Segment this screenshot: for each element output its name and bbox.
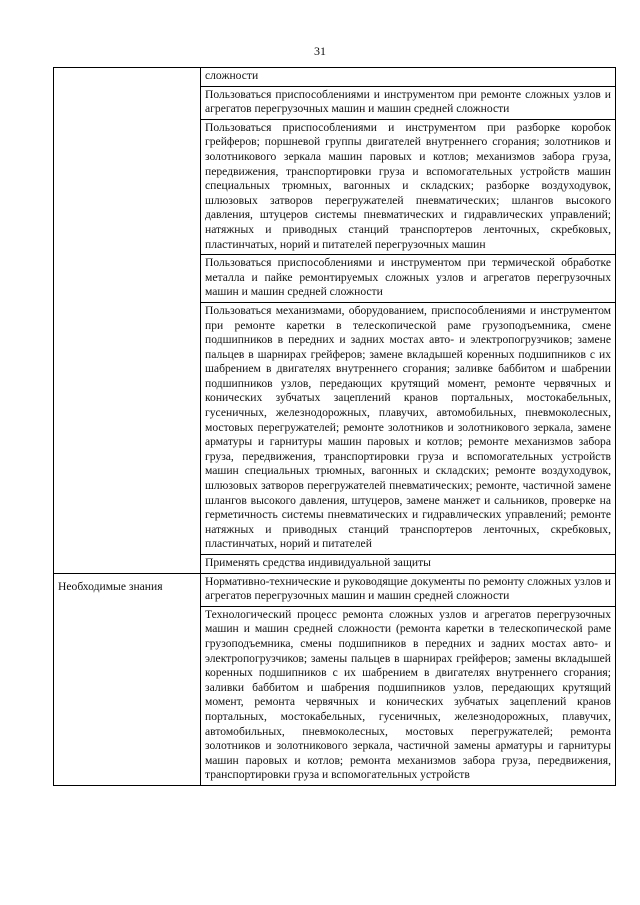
table-row (54, 68, 616, 87)
skill-text: сложности (205, 69, 259, 82)
knowledge-label-cell (54, 573, 201, 785)
skill-row (201, 86, 616, 119)
skill-text: Пользоваться приспособлениями и инструментом при ремонте сложных узлов и агрегатов перегрузочных машин и машин средней сложности (205, 87, 611, 116)
skill-row (201, 255, 616, 303)
table-row (54, 573, 616, 606)
skill-text: Пользоваться механизмами, оборудованием, приспособлениями и инструментом при ремонте каретки в телескопической раме грузоподъемника, смене подшипников в передних и задних мостах авто- и электропогрузчиков; замене пальцев в шарнирах грейферов; замене вкладышей коренных подшипников с их шабрением в двигателях внутреннего сгорания; заливке баббитом и шабрении подшипников узлов, передающих крутящий момент, ремонте червячных и конических зубчатых зацеплений кранов портальных, мостокабельных, гусеничных, железнодорожных, плавучих, автомобильных, пневмоколесных, мостовых перегружателей; ремонте золотников и золотникового зеркала, замене арматуры и гарнитуры машин паровых и котлов; ремонте механизмов забора груза, передвижения, транспортировки груза и вспомогательных устройств машин специальных трюмных, вагонных и складских; ремонте воздуходувок, шлюзовых затворов перегружателей пневматических; ремонте, частичной замене шлангов высокого давления, штуцеров, замене манжет и сальников, проверке на герметичность системы пневматических и гидравлических управлений; ремонте натяжных и приводных станций транспортеров ленточных, скребковых, пластинчатых, норий и питателей (205, 303, 611, 551)
skill-text: Пользоваться приспособлениями и инструментом при термической обработке металла и пайке ремонтируемых сложных узлов и агрегатов перегрузочных машин и машин средней сложности (205, 256, 611, 299)
skill-row (201, 555, 616, 574)
page-number: 31 (314, 44, 326, 58)
skills-label-cell (54, 68, 201, 574)
knowledge-text: Технологический процесс ремонта сложных узлов и агрегатов перегрузочных машин и машин средней сложности (ремонта каретки в телескопической раме грузоподъемника, смены подшипников в передних и задних мостах авто- и электропогрузчиков; замены пальцев в шарнирах грейферов; замены вкладышей коренных подшипников с их шабрением в двигателях внутреннего сгорания; заливки баббитом и шабрения подшипников узлов, передающих крутящий момент, ремонта червячных и конических зубчатых зацеплений кранов портальных, мостокабельных, гусеничных, железнодорожных, плавучих, автомобильных, пневмоколесных, мостовых перегружателей; ремонта золотников и золотникового зеркала, частичной замены арматуры и гарнитуры машин паровых и котлов; ремонта механизмов забора груза, передвижения, транспортировки груза и вспомогательных устройств (205, 607, 611, 782)
knowledge-text: Нормативно-технические и руководящие документы по ремонту сложных узлов и агрегатов перегрузочных машин и машин средней сложности (205, 574, 611, 603)
knowledge-row (201, 573, 616, 606)
knowledge-label: Необходимые знания (58, 579, 163, 593)
knowledge-row (201, 606, 616, 785)
skill-row (201, 302, 616, 554)
skill-row (201, 119, 616, 254)
skill-text: Пользоваться приспособлениями и инструментом при разборке коробок грейферов; поршневой группы двигателей внутреннего сгорания; золотников и золотникового зеркала машин паровых и котлов; механизмов забора груза, передвижения, транспортировки груза и вспомогательных устройств машин специальных трюмных, вагонных и складских; разборке воздуходувок, шлюзовых затворов перегружателей пневматических; шлангов высокого давления, штуцеров системы пневматических и гидравлических управлений; натяжных и приводных станций транспортеров ленточных, скребковых, пластинчатых, норий и питателей перегрузочных машин (205, 120, 611, 251)
skill-row-continued (201, 68, 616, 87)
skill-text: Применять средства индивидуальной защиты (205, 556, 431, 569)
competency-table (53, 67, 616, 786)
